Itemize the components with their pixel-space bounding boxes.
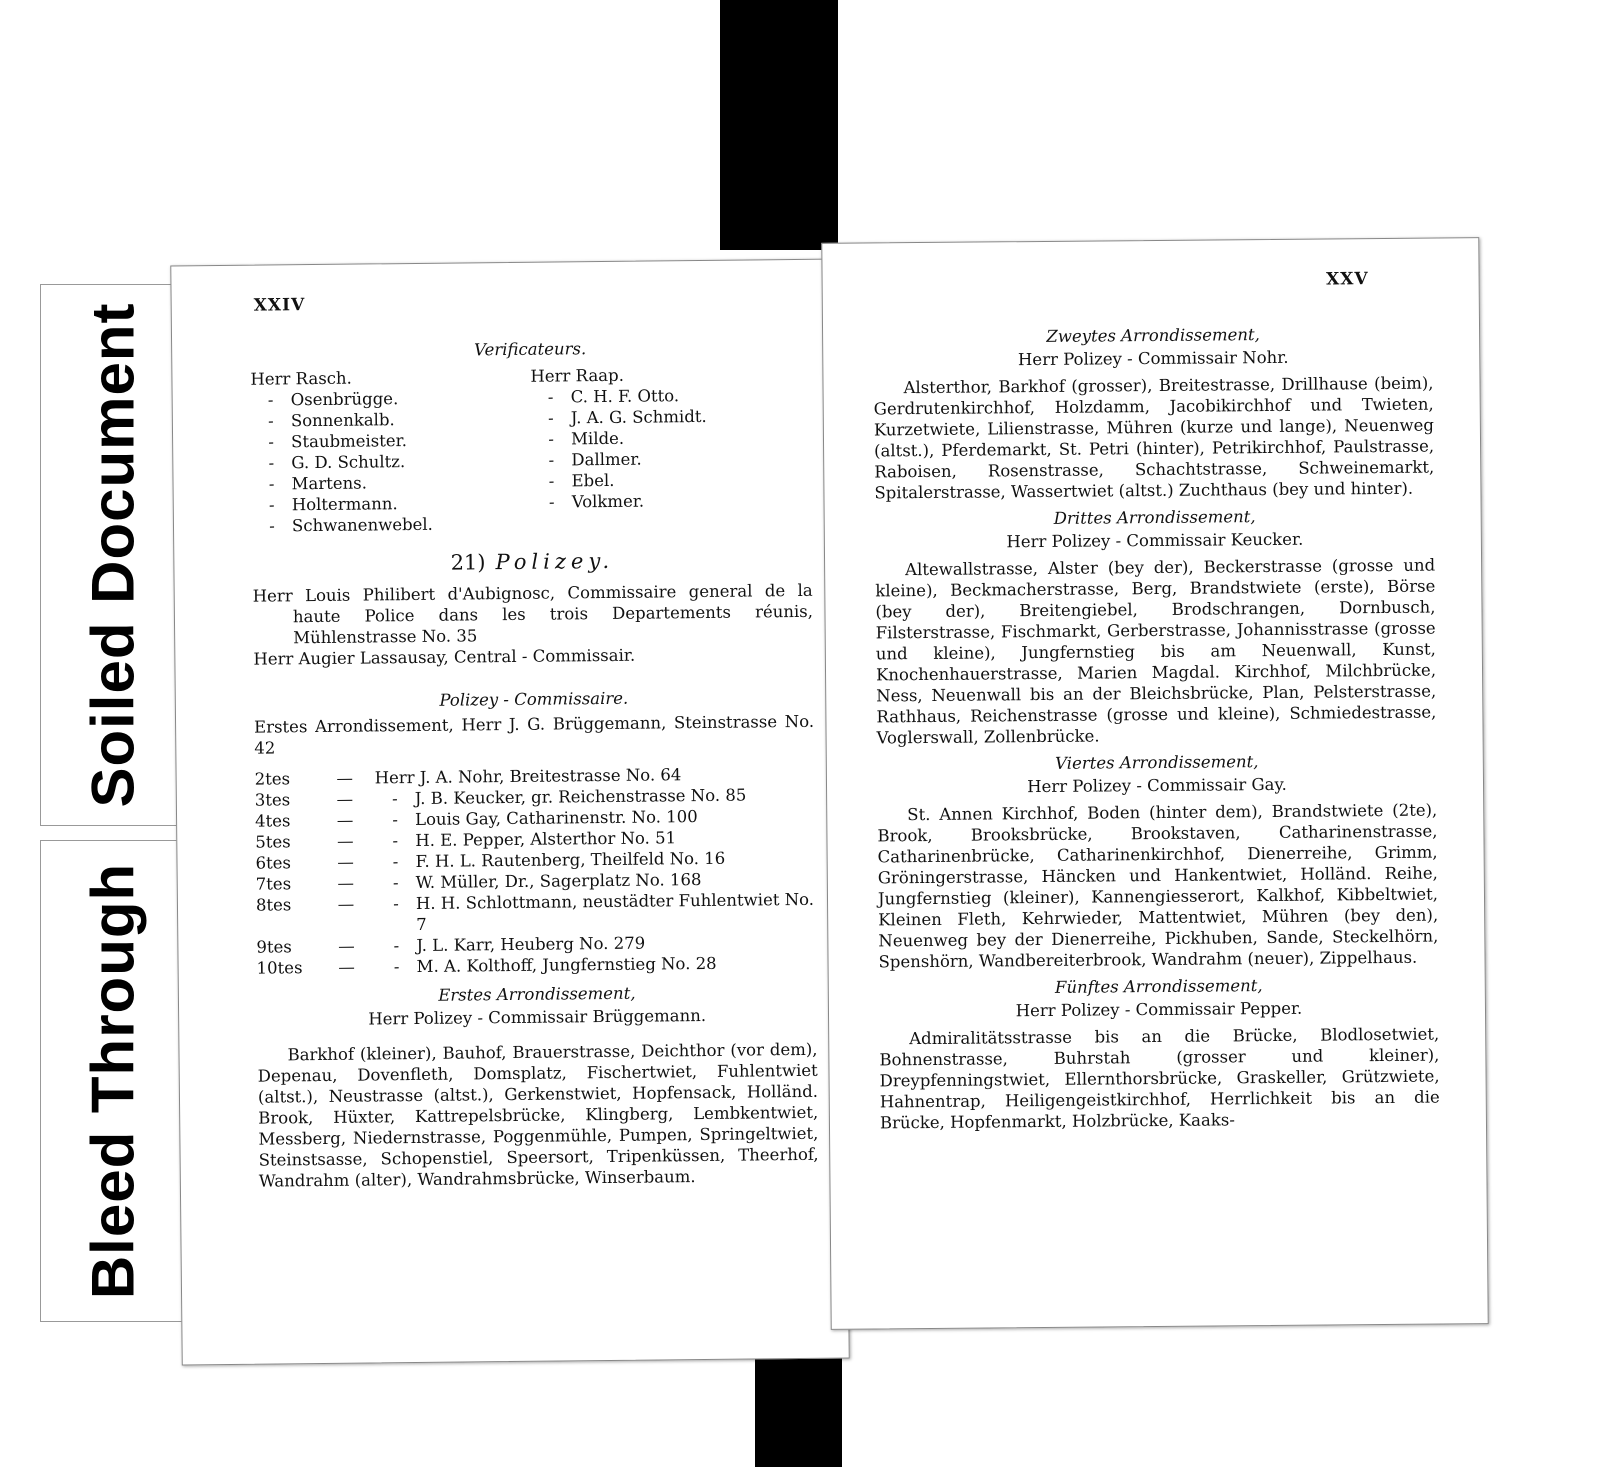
table-row: 2tes — Herr J. A. Nohr, Breitestrasse No. 64 xyxy=(254,765,682,789)
section-number: 21) xyxy=(450,550,486,575)
left-page-content xyxy=(250,330,819,1196)
verificateurs-title: Verificateurs. xyxy=(474,339,587,360)
section xyxy=(875,505,1437,749)
erstes-arrondissement-subtitle: Herr Polizey - Commissair Brüggemann. xyxy=(368,1005,707,1029)
label-strip-bottom xyxy=(40,840,185,1322)
soiled-document-label: Soiled Document xyxy=(79,302,146,808)
page-number-left: XXIV xyxy=(253,295,306,316)
label-strip-top xyxy=(40,284,185,826)
section-text: Admiralitätsstrasse bis an die Brücke, Blodlosetwiet, Bohnenstrasse, Buhrstah (grosser und kleiner), Dreypfenningstwiet, Ellernthorsbrücke, Graskeller, Grützwiete, Hahnentrap, Heiligengeistkirchhof, Herrlichkeit bis an die Brücke, Hopfenmarkt, Holzbrücke, Kaaks- xyxy=(879,1024,1440,1133)
list-item: Herr Rasch. xyxy=(250,368,352,389)
section xyxy=(879,974,1440,1134)
table-row: 7tes — - W. Müller, Dr., Sagerplatz No. 168 xyxy=(255,869,702,894)
section-text: Alsterthor, Barkhof (grosser), Breitestrasse, Drillhause (beim), Gerdrutenkirchhof, Holzdamm, Jacobikirchhof und Twieten, Kurzetwiete, Lilienstrasse, Mühren (kurze und lange), Neuenweg (altst.), Pferdemarkt, St. Petri (hinter), Petrikirchhof, Paulstrasse, Raboisen, Rosenstrasse, Schachtstrasse, Schweinemarkt, Spitalerstrasse, Wassertwiet (altst.) Zuchthaus (bey und hinter). xyxy=(873,373,1435,503)
table-row: 4tes — - Louis Gay, Catharinenstr. No. 100 xyxy=(254,807,698,831)
erstes-arrondissement-title: Erstes Arrondissement, xyxy=(438,983,636,1005)
section-title: Drittes Arrondissement, xyxy=(1053,507,1256,528)
section-subtitle: Herr Polizey - Commissair Pepper. xyxy=(1015,998,1303,1021)
erstes-arrondissement-streets: Barkhof (kleiner), Bauhof, Brauerstrasse, Deichthor (vor dem), Depenau, Dovenfleth, Domsplatz, Fischertwiet, Fuhlentwiet (altst.), Neustrasse (altst.), Gerkenstwiet, Hopfensack, Holländ. Brook, Hüxter, Kattrepelsbrücke, Klingberg, Lembkentwiet, Messberg, Niedernstrasse, Poggenmühle, Pumpen, Springeltwiet, Steinstsasse, Schopenstiel, Speersort, Tripenküssen, Theerhof, Wandrahm (alter), Wandrahmsbrücke, Winserbaum. xyxy=(257,1039,819,1191)
list-item: - Holtermann. xyxy=(268,494,398,515)
list-item: - Ebel. xyxy=(548,470,615,491)
left-page xyxy=(170,259,849,1366)
list-item: - Osenbrügge. xyxy=(267,389,399,410)
list-item: - Dallmer. xyxy=(548,449,642,470)
arrondissement-list xyxy=(255,763,817,979)
central-commissair: Herr Augier Lassausay, Central - Commissair. xyxy=(253,645,636,669)
table-row: 10tes — - M. A. Kolthoff, Jungfernstieg No. 28 xyxy=(256,953,717,978)
list-item: - Staubmeister. xyxy=(268,431,408,452)
section-text: Altewallstrasse, Alster (bey der), Beckerstrasse (grosse und kleine), Beckmacherstrasse, Berg, Brandstwiete (erste), Börse (bey der), Breitengiebel, Brodschrangen, Dornbusch, Filsterstrasse, Fischmarkt, Gerberstrasse, Johannisstrasse (grosse und kleine), Jungfernstieg bis am Neuenwall, Kunst, Knochenhauerstrasse, Marien Magdal. Kirchhof, Milchbrücke, Ness, Neuenwall bis an der Bleichsbrücke, Plan, Pelsterstrasse, Rathhaus, Reichenstrasse (grosse und kleine), Schmiedestrasse, Voglerswall, Zollenbrücke. xyxy=(875,555,1437,748)
list-item: - Sonnenkalb. xyxy=(267,410,395,431)
list-item: - Schwanenwebel. xyxy=(269,514,433,536)
page-number-right: XXV xyxy=(1325,269,1369,290)
list-item: - Volkmer. xyxy=(548,491,645,512)
list-item: Herr Raap. xyxy=(530,365,625,386)
list-item: - C. H. F. Otto. xyxy=(547,386,680,407)
verificateurs-col-2 xyxy=(530,363,812,534)
bleed-through-label: Bleed Through xyxy=(79,862,146,1300)
section-title: Viertes Arrondissement, xyxy=(1055,752,1259,773)
right-page-content xyxy=(873,317,1440,1138)
section-subtitle: Herr Polizey - Commissair Gay. xyxy=(1027,774,1287,797)
section-title: Polizey. xyxy=(495,548,615,575)
section-text: St. Annen Kirchhof, Boden (hinter dem), Brandstwiete (2te), Brook, Brooksbrücke, Brookstaven, Catharinenstrasse, Catharinenbrücke, Catharinenkirchhof, Dienerreihe, Grimm, Gröningerstrasse, Häncken und Hankentwiet, Holländ. Reihe, Jungfernstieg (kleiner), Kannengiesserort, Kalkhof, Kibbeltwiet, Kleinen Fleth, Kehrwieder, Mattentwiet, Mühren (bey den), Neuenweg bey der Dienerreihe, Pickhuben, Sande, Steckelhörn, Spenshörn, Wandbereiterbrook, Wandrahm (neuer), Zippelhaus. xyxy=(877,800,1439,972)
verificateurs-col-1 xyxy=(250,366,532,537)
section-title: Fünftes Arrondissement, xyxy=(1054,976,1263,997)
section-subtitle: Herr Polizey - Commissair Keucker. xyxy=(1006,529,1304,552)
section-subtitle: Herr Polizey - Commissair Nohr. xyxy=(1017,347,1289,370)
first-arrondissement-entry: Erstes Arrondissement, Herr J. G. Brüggemann, Steinstrasse No. 42 xyxy=(253,711,815,758)
polizey-commissaire-title: Polizey - Commissaire. xyxy=(439,688,629,710)
table-row: 8tes — - H. H. Schlottmann, neustädter Fuhlentwiet No. 7 xyxy=(255,889,815,934)
section-title: Zweytes Arrondissement, xyxy=(1046,325,1260,346)
list-item: - J. A. G. Schmidt. xyxy=(547,406,707,428)
list-item: - Milde. xyxy=(548,428,625,449)
table-row: 3tes — - J. B. Keucker, gr. Reichenstrasse No. 85 xyxy=(254,785,747,810)
polizey-section-title xyxy=(252,549,812,576)
verificateurs-list xyxy=(250,363,812,537)
section xyxy=(873,323,1435,504)
table-row: 6tes — - F. H. L. Rautenberg, Theilfeld No. 16 xyxy=(255,848,726,873)
list-item: - G. D. Schultz. xyxy=(268,452,406,473)
table-row: 5tes — - H. E. Pepper, Alsterthor No. 51 xyxy=(255,828,677,852)
table-row: 9tes — - J. L. Karr, Heuberg No. 279 xyxy=(256,933,646,957)
section xyxy=(877,750,1439,973)
binding-top xyxy=(720,0,838,250)
list-item: - Martens. xyxy=(268,473,368,494)
right-page xyxy=(821,237,1488,1330)
commissaire-general: Herr Louis Philibert d'Aubignosc, Commissaire general de la haute Police dans les trois Departements réunis, Mühlenstrasse No. 35 xyxy=(252,580,814,648)
